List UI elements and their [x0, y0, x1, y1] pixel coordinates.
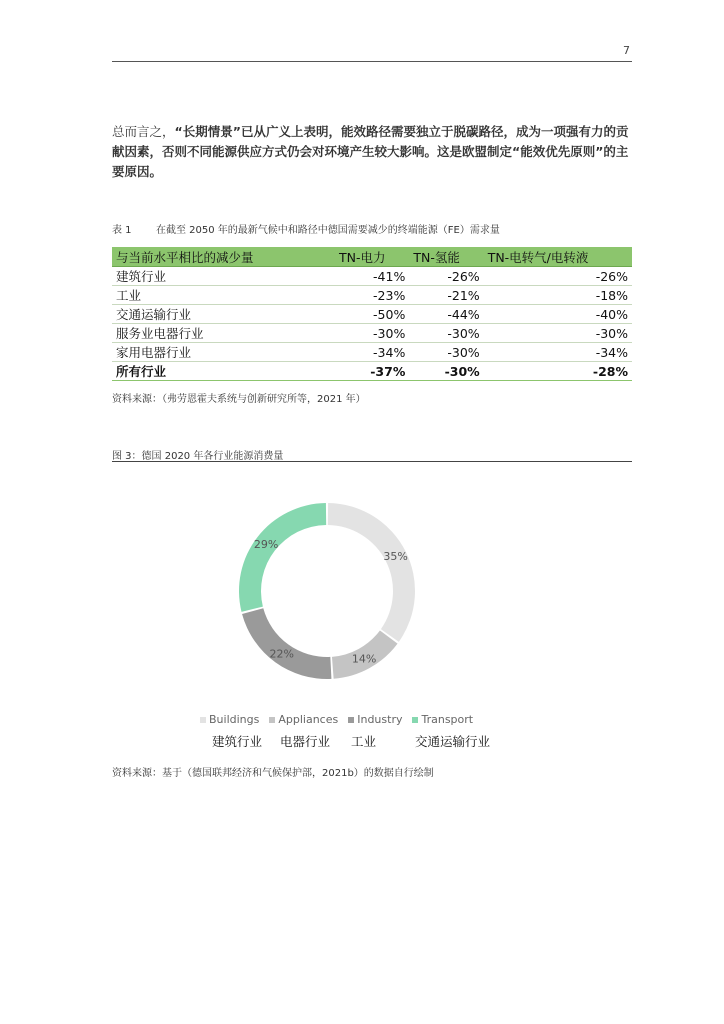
energy-reduction-table [112, 247, 632, 381]
legend-label: Buildings [209, 713, 260, 726]
legend-zh-appliances: 电器行业 [280, 734, 331, 749]
donut-label-appliances: 14% [351, 652, 377, 666]
legend-label: Transport [421, 713, 474, 726]
table-cell-value: -34% [335, 343, 409, 362]
table-caption-text: 在截至 2050 年的最新气候中和路径中德国需要减少的终端能源（FE）需求量 [156, 225, 500, 236]
table-cell-value: -26% [409, 267, 483, 286]
table-cell-sector: 工业 [112, 286, 335, 305]
donut-slice-transport [239, 503, 326, 612]
legend-swatch [200, 717, 206, 723]
legend-label: Industry [357, 713, 403, 726]
table-cell-sector: 家用电器行业 [112, 343, 335, 362]
donut-slice-buildings [328, 503, 415, 642]
table-header-cell: TN-电力 [335, 247, 409, 267]
table-caption [112, 221, 632, 236]
table-cell-value: -21% [409, 286, 483, 305]
legend-swatch [269, 717, 275, 723]
intro-body: “长期情景”已从广义上表明，能效路径需要独立于脱碳路径，成为一项强有力的贡献因素，否则不同能源供应方式仍会对环境产生较大影响。这是欧盟制定“能效优先原则”的主要原因。 [112, 124, 629, 179]
table-cell-sector: 建筑行业 [112, 267, 335, 286]
table-cell-value: -34% [484, 343, 632, 362]
legend-item-transport [412, 713, 473, 726]
table-cell-value: -28% [484, 362, 632, 381]
donut-label-buildings: 35% [383, 550, 408, 564]
table-cell-value: -40% [484, 305, 632, 324]
table-row [112, 305, 632, 324]
legend-item-appliances [269, 713, 338, 726]
legend-zh-industry: 工业 [351, 734, 377, 749]
table-source-note: 资料来源：（弗劳恩霍夫系统与创新研究所等，2021 年） [112, 394, 366, 405]
table-header-cell: TN-电转气/电转液 [484, 247, 632, 267]
table-caption-number: 表 1 [112, 225, 132, 236]
table-header-row [112, 247, 632, 267]
legend-swatch [412, 717, 418, 723]
table-cell-value: -44% [409, 305, 483, 324]
table-cell-sector: 所有行业 [112, 362, 335, 381]
intro-lead: 总而言之， [112, 124, 175, 139]
table-cell-value: -30% [335, 324, 409, 343]
table-header-cell: 与当前水平相比的减少量 [112, 247, 335, 267]
table-row [112, 343, 632, 362]
legend-zh-transport: 交通运输行业 [415, 734, 491, 749]
table-row [112, 267, 632, 286]
table-cell-value: -30% [409, 343, 483, 362]
table-cell-value: -30% [409, 362, 483, 381]
figure-caption: 图 3：德国 2020 年各行业能源消费量 [112, 451, 284, 462]
table-cell-value: -18% [484, 286, 632, 305]
table-row [112, 324, 632, 343]
chart-legend [200, 713, 510, 726]
table-cell-value: -37% [335, 362, 409, 381]
table-cell-value: -23% [335, 286, 409, 305]
table-cell-value: -26% [484, 267, 632, 286]
legend-item-buildings [200, 713, 259, 726]
figure-rule [112, 461, 632, 462]
page-number: 7 [623, 44, 630, 57]
donut-slice-industry [242, 608, 331, 679]
legend-label: Appliances [278, 713, 339, 726]
intro-paragraph [112, 122, 634, 182]
table-row [112, 286, 632, 305]
header-rule [112, 61, 632, 62]
donut-label-transport: 29% [253, 537, 279, 551]
legend-item-industry [348, 713, 402, 726]
table-cell-value: -41% [335, 267, 409, 286]
table-cell-value: -30% [409, 324, 483, 343]
table-total-row [112, 362, 632, 381]
table-cell-sector: 服务业电器行业 [112, 324, 335, 343]
table-header-cell: TN-氢能 [409, 247, 483, 267]
table-cell-sector: 交通运输行业 [112, 305, 335, 324]
donut-label-industry: 22% [269, 647, 294, 661]
legend-swatch [348, 717, 354, 723]
figure-source-note: 资料来源：基于（德国联邦经济和气候保护部，2021b）的数据自行绘制 [112, 768, 434, 779]
table-cell-value: -30% [484, 324, 632, 343]
legend-zh-buildings: 建筑行业 [212, 734, 263, 749]
energy-consumption-donut-chart [232, 496, 422, 686]
table-cell-value: -50% [335, 305, 409, 324]
